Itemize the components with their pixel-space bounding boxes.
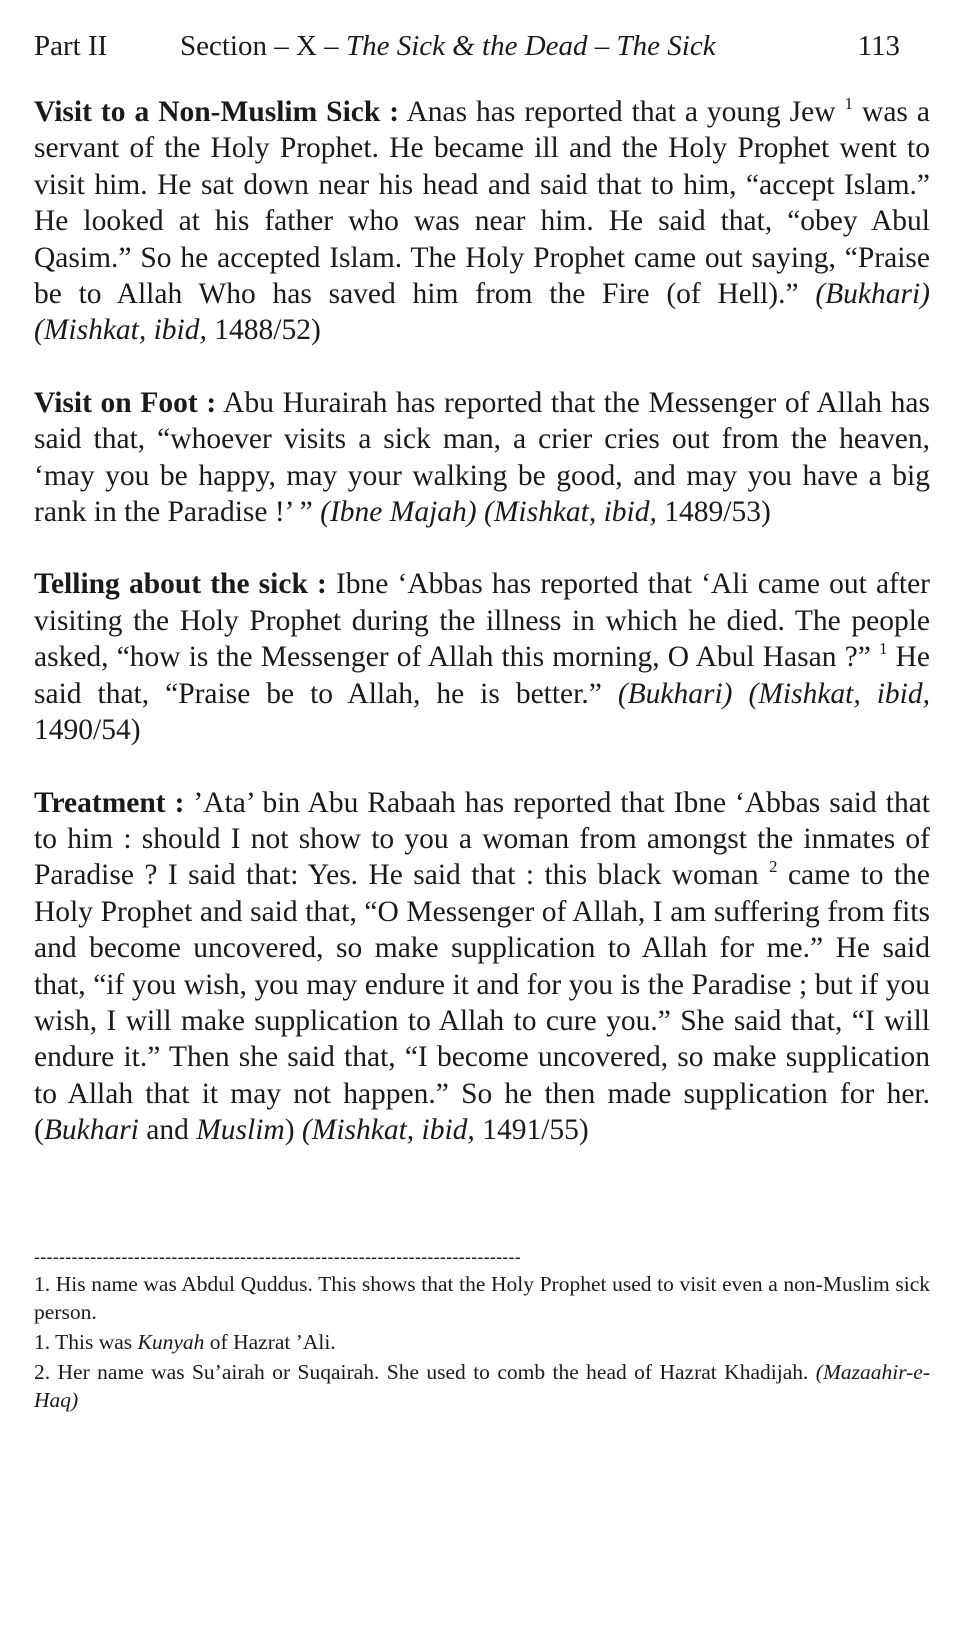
footnote-text: 2. Her name was Su’airah or Suqairah. She used to comb the head of Hazrat Khadijah. [34,1360,816,1384]
paragraph-text: was a servant of the Holy Prophet. He became ill and the Holy Prophet went to visit him. He sat down near his head and said that to him, “accept Islam.” He looked at his father who was near him. He said that, “obey Abul Qasim.” So he accepted Islam. The Holy Prophet came out saying, “Praise be to Allah Who has saved him from the Fire (of Hell).” [34,96,930,311]
reference-mishkat: (Mishkat, ibid, [484,496,657,529]
reference-source: Muslim [196,1114,285,1147]
footnote-text: of Hazrat ’Ali. [204,1330,336,1354]
paragraph-text: Ibne ‘Abbas has reported that ‘Ali came out after visiting the Holy Prophet during the illness in which he died. The people asked, “how is the Messenger of Allah this morning, O Abul Hasan ?” [34,568,930,674]
footnote-text: 1. This was [34,1330,138,1354]
footnote-marker: 1 [844,94,854,113]
paragraph-text: Abu Hurairah has reported that the Messenger of Allah has said that, “whoever visits a sick man, a crier cries out from the heaven, ‘may you be happy, may your walking be good, and may you have a big rank in the Paradise !’ ” [34,386,930,529]
reference-mishkat: (Mishkat, ibid, [34,314,207,347]
reference-number: 1488/52) [206,314,321,347]
footnote-italic: Kunyah [137,1330,205,1354]
reference-number: 1491/55) [474,1114,589,1147]
paragraph-text: Anas has reported that a young Jew [399,96,845,128]
paragraph-visit-on-foot [34,385,930,531]
footnote-2 [34,1328,930,1356]
reference-mishkat: (Mishkat, ibid, [301,1114,475,1147]
paragraph-heading: Visit on Foot : [34,386,217,419]
reference-number: 1490/54) [34,714,141,747]
reference-paren: ( [34,1114,44,1147]
paragraph-heading: Telling about the sick : [34,568,327,601]
reference-source: Bukhari [43,1114,139,1147]
section-title [180,26,716,66]
paragraph-telling-about-sick [34,566,930,748]
paragraph-text: came to the Holy Prophet and said that, “O Messenger of Allah, I am suffering from fits and become uncovered, so make supplication to Allah for me.” He said that, “if you wish, you may endure it and for you is the Paradise ; but if you wish, I will make supplication to Allah to cure you.” She said that, “I will endure it.” Then she said that, “I become uncovered, so make supplication to Allah that it may not happen.” So he then made supplication for her. [34,859,930,1110]
footnote-separator: ------------------------------------------------------------------------------ [34,1247,522,1267]
paragraph-text: He said that, “Praise be to Allah, he is better.” [34,641,931,710]
paragraph-text: ’Ata’ bin Abu Rabaah has reported that Ibne ‘Abbas said that to him : should I not show to you a woman from amongst the inmates of Paradise ? I said that: Yes. He said that : this black woman [34,786,930,892]
reference-number: 1489/53) [656,496,771,529]
section-prefix: Section – X – [180,30,346,62]
footnote-1: 1. His name was Abdul Quddus. This shows that the Holy Prophet used to visit even a non-Muslim sick person. [34,1272,930,1324]
running-header [34,26,900,66]
reference-source: (Bukhari) [815,278,930,311]
body-text [34,94,930,1185]
reference-conjunction: and [138,1114,197,1147]
paragraph-treatment [34,785,930,1149]
reference-paren: ) [284,1114,295,1147]
footnote-marker: 1 [878,639,888,659]
paragraph-visit-non-muslim [34,94,930,349]
paragraph-heading: Treatment : [34,786,185,819]
reference-source: (Ibne Majah) [320,496,477,529]
part-label: Part II [34,30,108,62]
reference-source: (Bukhari) [617,677,733,710]
footnotes [34,1270,930,1416]
footnote-italic: (Mazaahir-e-Haq) [34,1360,930,1412]
footnote-marker: 2 [769,857,778,877]
paragraph-heading: Visit to a Non-Muslim Sick : [34,96,400,128]
page-number: 113 [857,30,900,62]
section-title-italic: The Sick & the Dead – The Sick [345,30,716,62]
reference-mishkat: (Mishkat, ibid, [748,677,930,710]
footnote-3 [34,1358,930,1414]
